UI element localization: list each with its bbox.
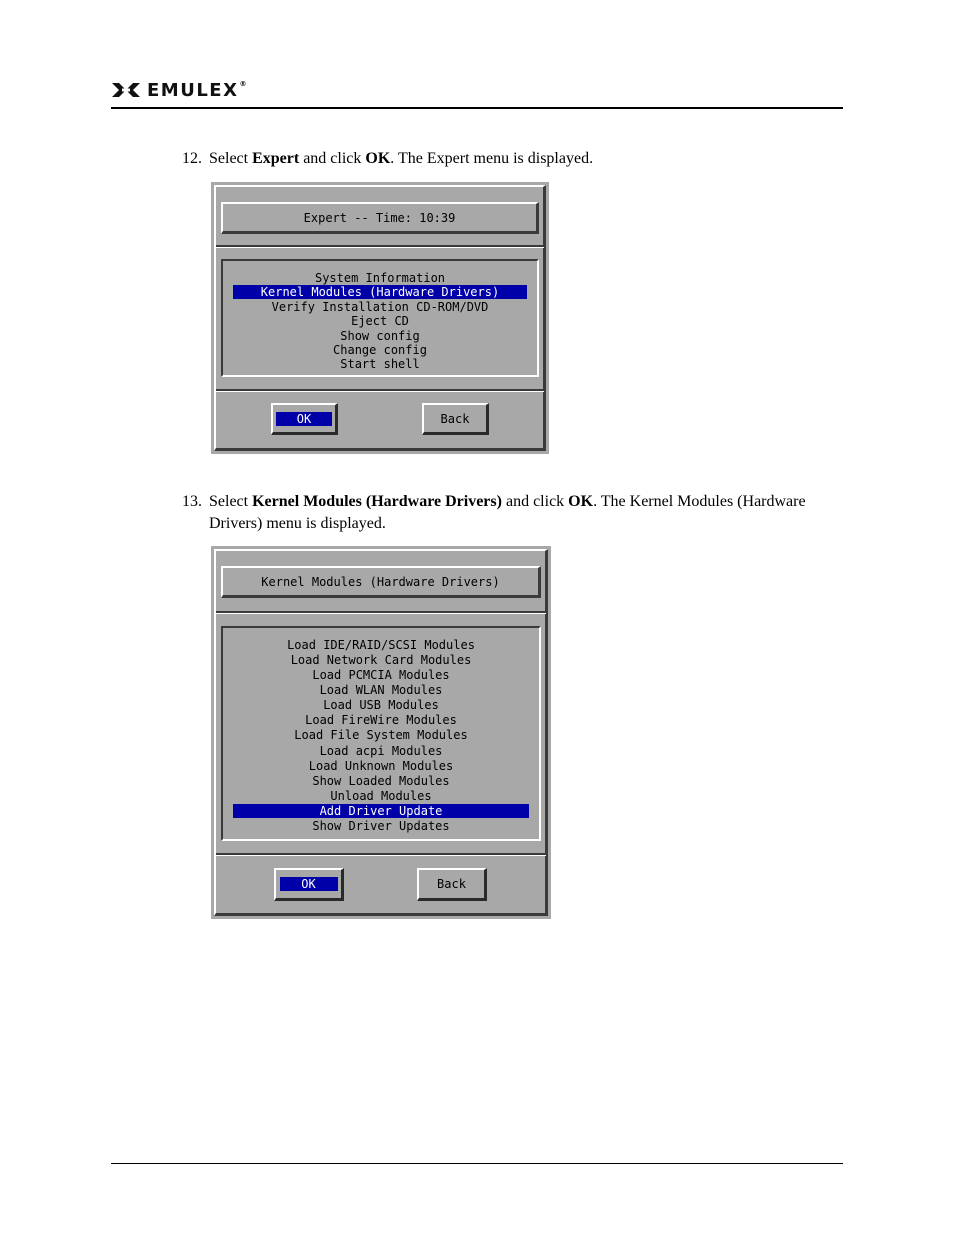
menu-item-load-unknown[interactable]: Load Unknown Modules [308,759,454,773]
menu-item-unload-modules[interactable]: Unload Modules [330,789,432,803]
step-bold-kernel-modules: Kernel Modules (Hardware Drivers) [252,493,502,510]
step-bold-ok: OK [568,493,594,510]
ok-button-label: OK [276,412,332,426]
menu-item-show-loaded[interactable]: Show Loaded Modules [312,774,450,788]
menu-item-start-shell[interactable]: Start shell [340,357,420,371]
menu-item-show-config[interactable]: Show config [340,329,420,343]
menu-item-load-ide-raid-scsi[interactable]: Load IDE/RAID/SCSI Modules [287,638,475,652]
menu-item-load-acpi[interactable]: Load acpi Modules [319,744,443,758]
menu-item-load-pcmcia[interactable]: Load PCMCIA Modules [312,668,450,682]
expert-dialog [211,182,549,454]
back-button-label: Back [437,877,466,891]
menu-item-eject-cd[interactable]: Eject CD [351,314,409,328]
menu-item-load-usb[interactable]: Load USB Modules [323,698,439,712]
kernel-modules-dialog [211,546,551,919]
ok-button[interactable] [274,868,344,901]
menu-item-change-config[interactable]: Change config [333,343,427,357]
step-13 [182,491,832,535]
menu-item-system-information[interactable]: System Information [314,271,446,285]
brand-name: EMULEX® [147,79,248,101]
back-button-label: Back [440,411,470,426]
menu-item-load-file-system[interactable]: Load File System Modules [294,728,468,742]
separator [216,611,546,614]
step-text: Select Expert and click OK. The Expert menu is displayed. [209,150,594,167]
dialog-title-text: Expert -- Time: 10:39 [303,210,456,225]
menu-item-load-firewire[interactable]: Load FireWire Modules [305,713,457,727]
kernel-menu-list[interactable] [221,626,541,841]
menu-item-load-wlan[interactable]: Load WLAN Modules [319,683,443,697]
emulex-logo [111,80,248,100]
expert-menu-list[interactable] [221,259,539,377]
step-12 [182,148,832,170]
emulex-logo-icon [111,82,141,98]
ok-button-label: OK [280,877,338,891]
separator [216,245,544,248]
step-text: Select Kernel Modules (Hardware Drivers) and click OK. The Kernel Modules (Hardware Drivers) menu is displayed. [209,493,806,532]
trademark-mark: ® [239,79,248,88]
step-number: 12. [182,150,202,167]
dialog-title-text: Kernel Modules (Hardware Drivers) [261,574,500,589]
step-bold-expert: Expert [252,150,300,167]
separator [216,389,544,392]
ok-button[interactable] [271,403,338,435]
back-button[interactable] [417,868,487,901]
menu-item-show-driver-updates[interactable]: Show Driver Updates [312,819,450,833]
expert-dialog-title [221,202,539,234]
menu-item-add-driver-update[interactable]: Add Driver Update [233,804,529,818]
footer-rule [111,1163,843,1164]
separator [216,853,546,856]
menu-item-load-network-card[interactable]: Load Network Card Modules [290,653,472,667]
menu-item-kernel-modules[interactable]: Kernel Modules (Hardware Drivers) [233,285,527,299]
header-rule [111,107,843,109]
menu-item-verify-installation[interactable]: Verify Installation CD-ROM/DVD [271,300,489,314]
step-bold-ok: OK [365,150,391,167]
back-button[interactable] [422,403,489,435]
step-number: 13. [182,493,202,510]
kernel-dialog-title [221,566,541,598]
